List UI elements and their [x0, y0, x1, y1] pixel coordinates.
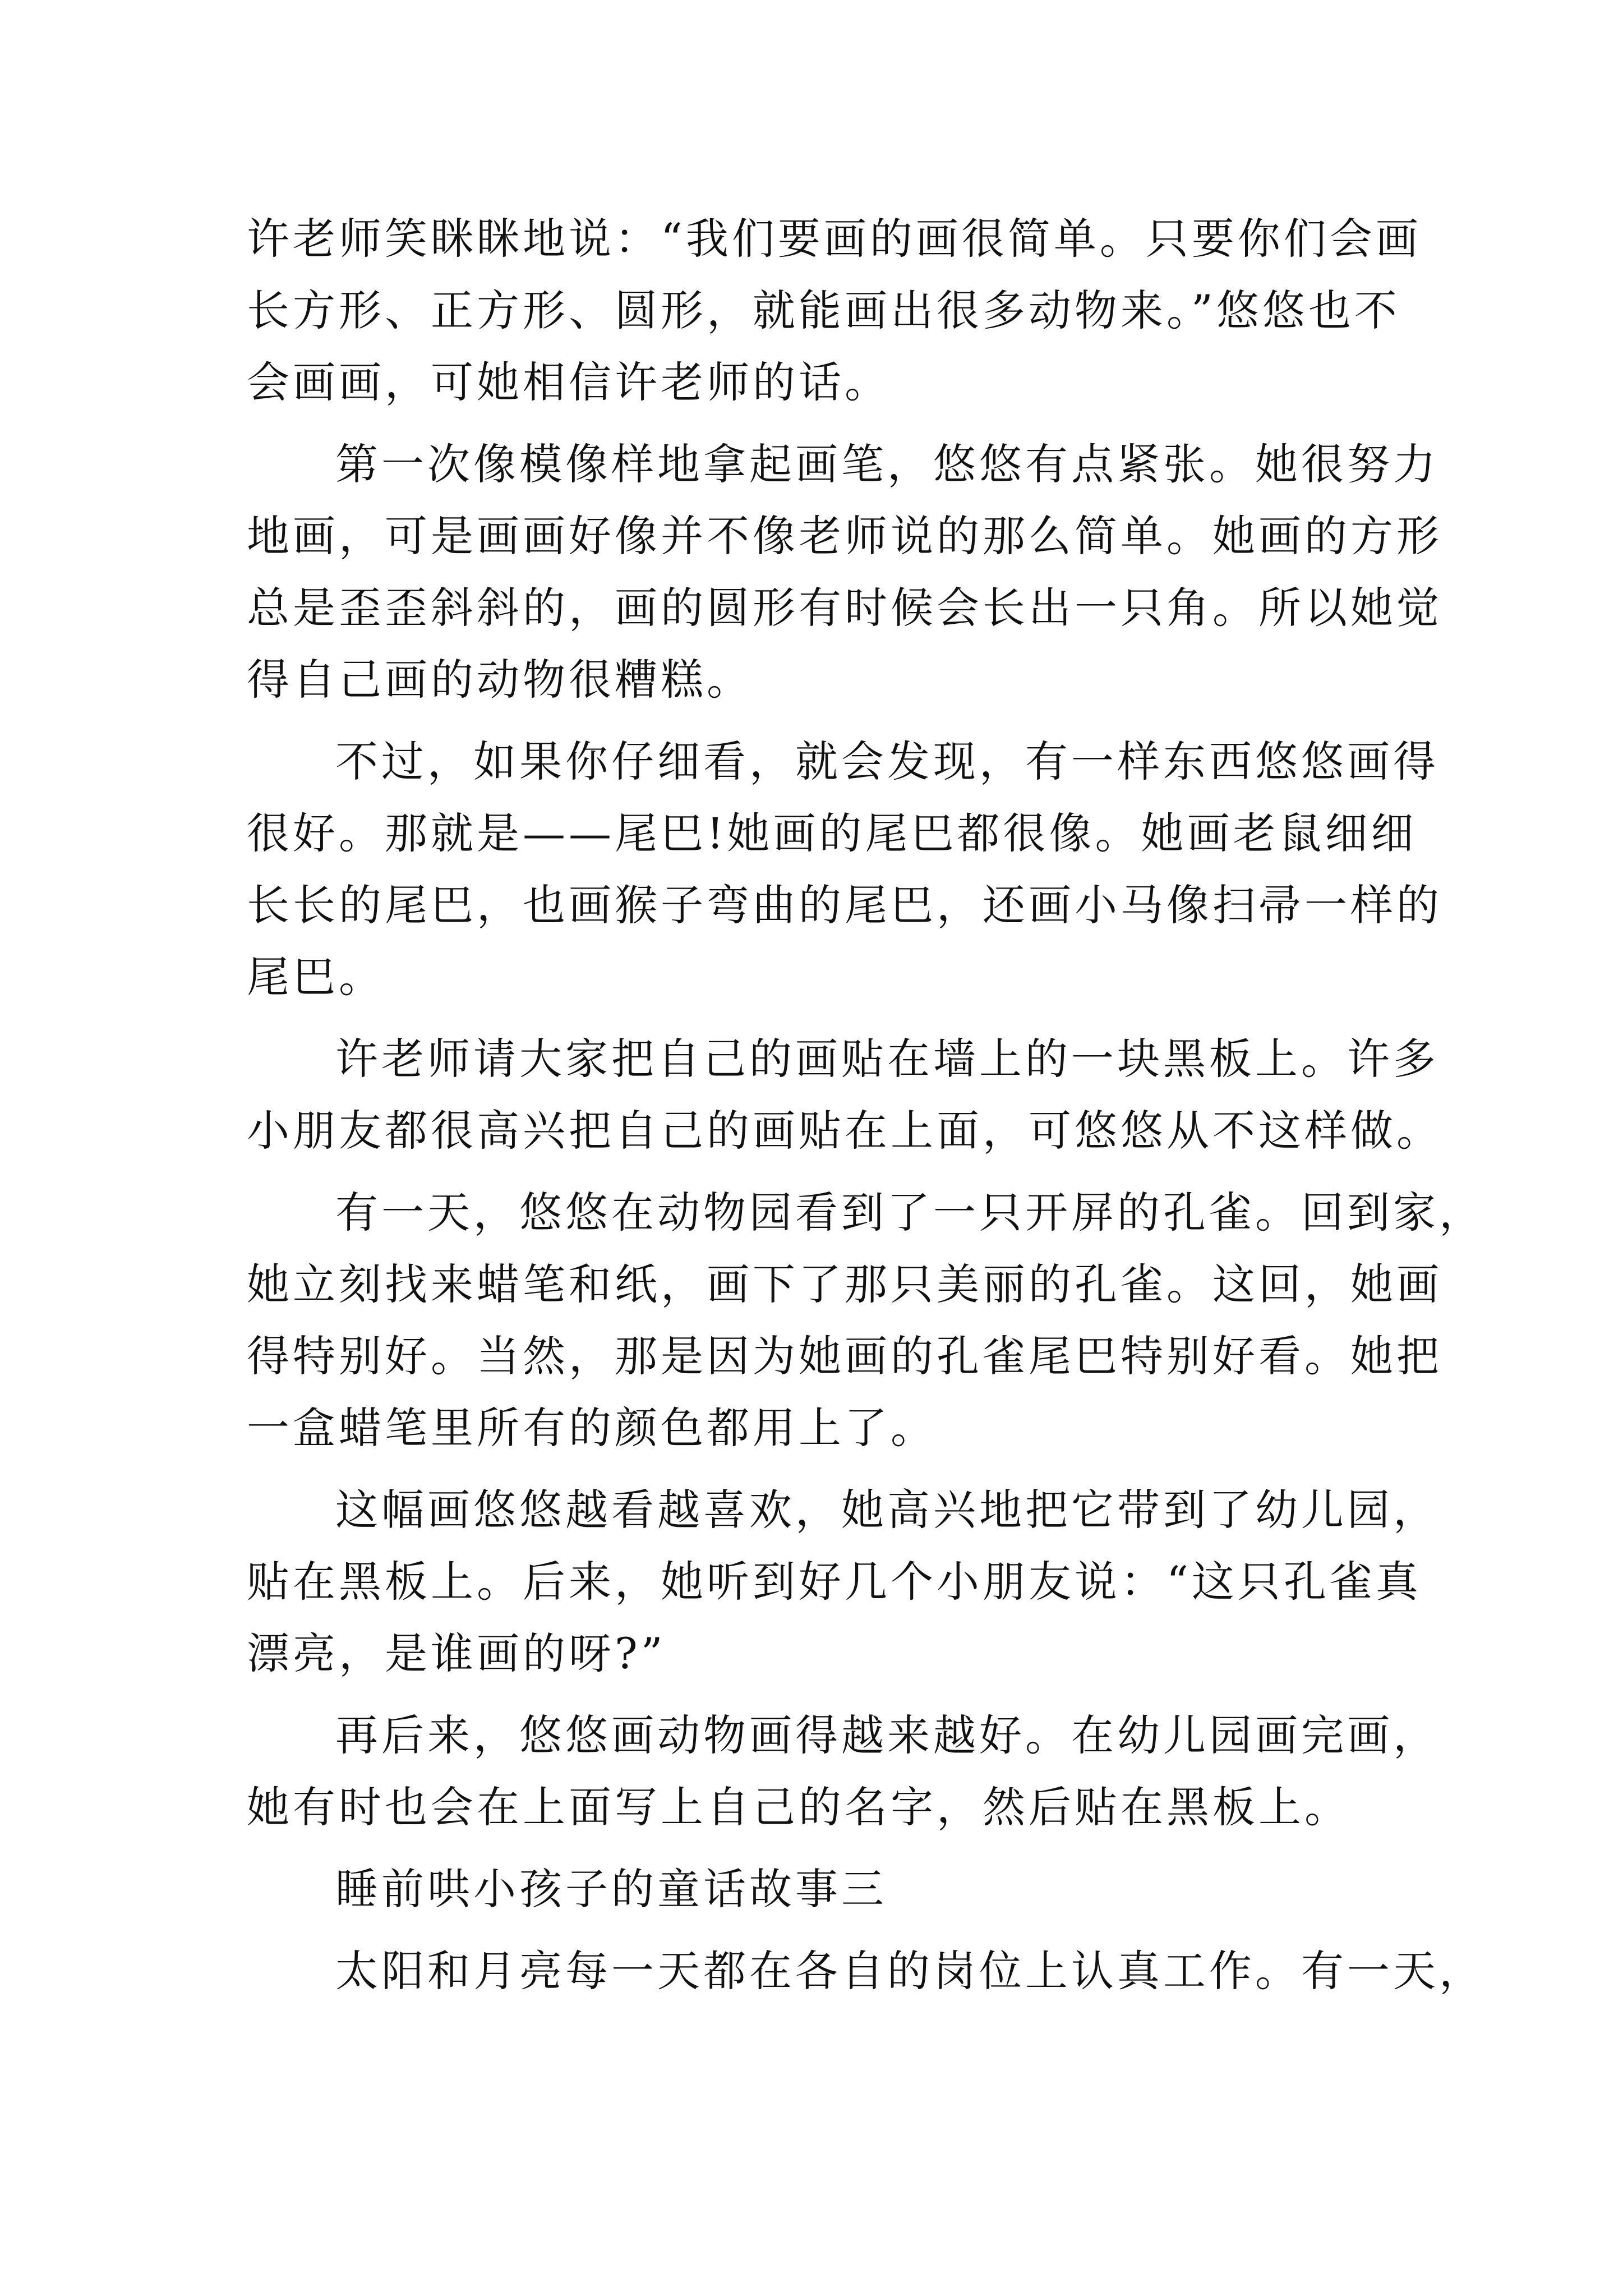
text-line: 长长的尾巴，也画猴子弯曲的尾巴，还画小马像扫帚一样的 — [247, 880, 1442, 930]
text-line: 地画，可是画画好像并不像老师说的那么简单。她画的方形 — [247, 511, 1442, 561]
text-line: 很好。那就是——尾巴!她画的尾巴都很像。她画老鼠细细 — [247, 808, 1417, 858]
text-line: 第一次像模像样地拿起画笔，悠悠有点紧张。她很努力 — [335, 439, 1439, 489]
text-line: 她有时也会在上面写上自己的名字，然后贴在黑板上。 — [247, 1782, 1350, 1832]
text-line: 太阳和月亮每一天都在各自的岗位上认真工作。有一天， — [335, 1946, 1485, 1996]
text-line: 贴在黑板上。后来，她听到好几个小朋友说：“这只孔雀真 — [247, 1557, 1422, 1607]
text-line: 小朋友都很高兴把自己的画贴在上面，可悠悠从不这样做。 — [247, 1106, 1442, 1156]
text-line: 有一天，悠悠在动物园看到了一只开屏的孔雀。回到家， — [335, 1188, 1485, 1237]
text-line: 不过，如果你仔细看，就会发现，有一样东西悠悠画得 — [335, 737, 1439, 786]
text-line: 长方形、正方形、圆形，就能画出很多动物来。”悠悠也不 — [247, 286, 1400, 335]
text-line: 她立刻找来蜡笔和纸，画下了那只美丽的孔雀。这回，她画 — [247, 1259, 1442, 1309]
text-line: 再后来，悠悠画动物画得越来越好。在幼儿园画完画， — [335, 1710, 1439, 1760]
text-line: 许老师请大家把自己的画贴在墙上的一块黑板上。许多 — [335, 1034, 1439, 1084]
text-line: 总是歪歪斜斜的，画的圆形有时候会长出一只角。所以她觉 — [247, 583, 1442, 633]
text-line: 得特别好。当然，那是因为她画的孔雀尾巴特别好看。她把 — [247, 1331, 1442, 1381]
section-heading: 睡前哄小孩子的童话故事三 — [335, 1864, 887, 1914]
text-line: 一盒蜡笔里所有的颜色都用上了。 — [247, 1403, 937, 1453]
text-line: 许老师笑眯眯地说：“我们要画的画很简单。只要你们会画 — [247, 214, 1422, 264]
text-line: 尾巴。 — [247, 952, 385, 1002]
text-line: 这幅画悠悠越看越喜欢，她高兴地把它带到了幼儿园， — [335, 1485, 1439, 1535]
text-line: 得自己画的动物很糟糕。 — [247, 655, 753, 705]
text-line: 漂亮，是谁画的呀?” — [247, 1628, 666, 1678]
text-line: 会画画，可她相信许老师的话。 — [247, 357, 891, 407]
